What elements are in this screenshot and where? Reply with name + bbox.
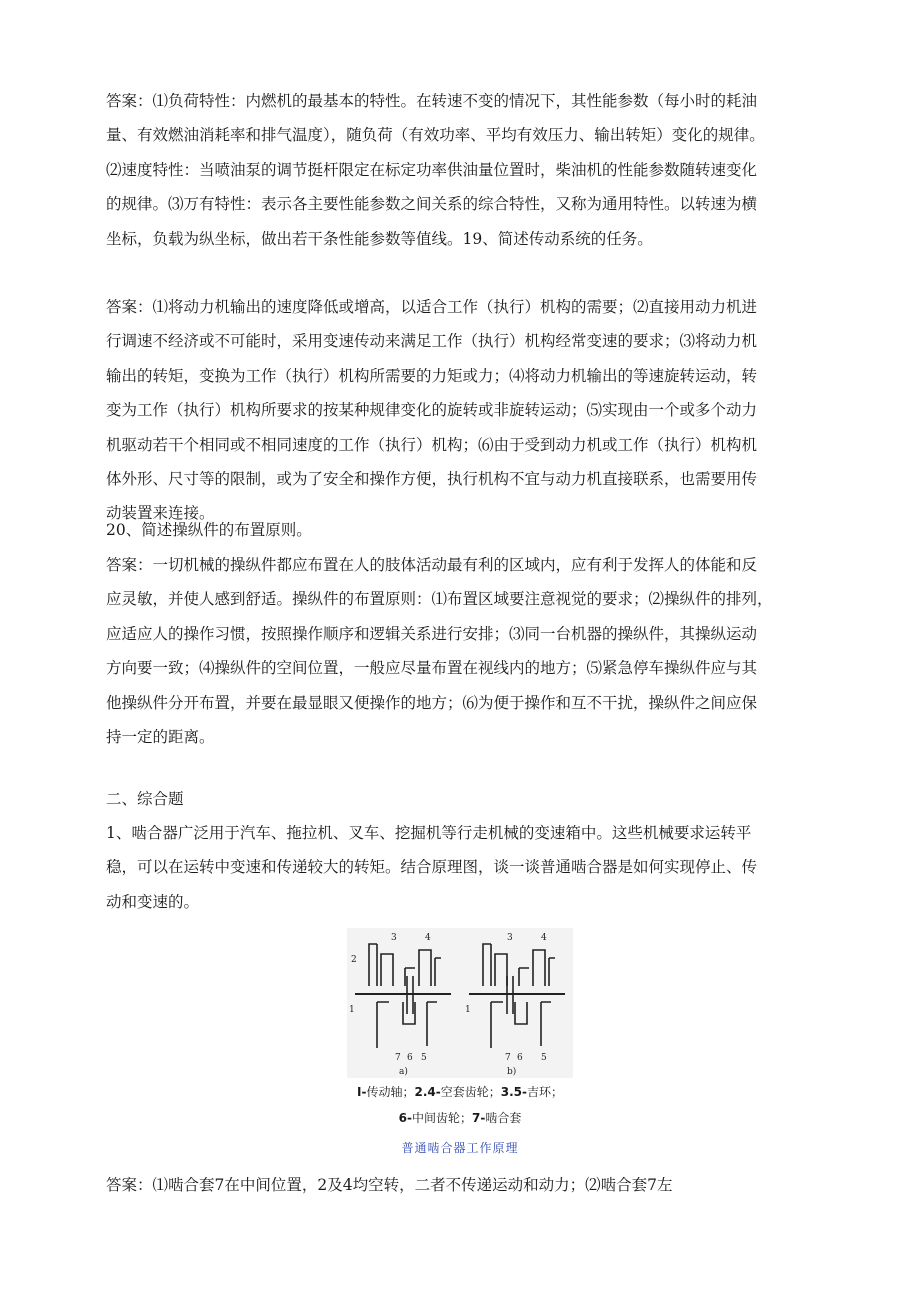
label: 7 [395, 1053, 401, 1063]
text-line: 1、啮合器广泛用于汽车、拖拉机、叉车、挖掘机等行走机械的变速箱中。这些机械要求运转平 [106, 824, 752, 842]
label: 5 [541, 1053, 547, 1063]
clutch-principle-figure [347, 928, 573, 1078]
text-line: 应灵敏，并使人感到舒适。操纵件的布置原则：⑴布置区域要注意视觉的要求；⑵操纵件的排列， [106, 590, 773, 609]
text-line: 输出的转矩，变换为工作（执行）机构所需要的力矩或力；⑷将动力机输出的等速旋转运动，转 [106, 366, 758, 385]
answer-transmission-tasks [106, 290, 818, 531]
section-heading: 二、综合题 [106, 790, 184, 808]
text-line: 他操纵件分开布置，并要在最显眼又便操作的地方；⑹为便于操作和互不干扰，操纵件之间应保 [106, 693, 758, 712]
caption-key: 3.5- [500, 1085, 527, 1099]
label: 4 [541, 933, 547, 943]
text-line: 坐标，负载为纵坐标，做出若干条性能参数等值线。19、简述传动系统的任务。 [106, 229, 653, 248]
label: a) [399, 1067, 408, 1077]
text-line: 的规律。⑶万有特性：表示各主要性能参数之间关系的综合特性，又称为通用特性。以转速为横 [106, 195, 758, 214]
clutch-diagram [347, 928, 573, 1078]
question-20 [106, 513, 818, 547]
caption-text: 中间齿轮； [411, 1111, 472, 1125]
text-line: 动和变速的。 [106, 892, 200, 911]
section-title [106, 782, 818, 816]
text-line: 答案：⑴负荷特性：内燃机的最基本的特性。在转速不变的情况下，其性能参数（每小时的耗油 [106, 92, 758, 110]
label: 4 [425, 933, 431, 943]
answer-control-layout [106, 548, 818, 754]
label: b) [507, 1067, 517, 1077]
text-line: 行调速不经济或不可能时，采用变速传动来满足工作（执行）机构经常变速的要求；⑶将动力机 [106, 332, 758, 351]
figure-caption-line-2 [0, 1106, 920, 1130]
label: 6 [517, 1053, 523, 1063]
caption-key: 2.4- [414, 1085, 441, 1099]
label: 6 [407, 1053, 413, 1063]
text-line: 变为工作（执行）机构所要求的按某种规律变化的旋转或非旋转运动；⑸实现由一个或多个动力 [106, 401, 758, 420]
caption-key: 6- [398, 1111, 412, 1125]
text-line: 答案：⑴啮合套7在中间位置，2及4均空转，二者不传递运动和动力；⑵啮合套7左 [106, 1176, 673, 1194]
text-line: ⑵速度特性：当喷油泵的调节挺杆限定在标定功率供油量位置时，柴油机的性能参数随转速变化 [106, 160, 758, 179]
question-1 [106, 816, 818, 919]
caption-key: 7- [472, 1111, 486, 1125]
label: 1 [465, 1005, 471, 1015]
text-line: 答案：⑴将动力机输出的速度降低或增高，以适合工作（执行）机构的需要；⑵直接用动力机进 [106, 298, 758, 316]
text-line: 持一定的距离。 [106, 728, 215, 747]
label: 2 [351, 955, 357, 965]
text-line: 应适应人的操作习惯，按照操作顺序和逻辑关系进行安排；⑶同一台机器的操纵件，其操纵运动 [106, 624, 758, 643]
label: 7 [505, 1053, 511, 1063]
answer-load-characteristics [106, 84, 818, 256]
caption-text: 吉环； [526, 1085, 563, 1099]
text-line: 体外形、尺寸等的限制，或为了安全和操作方便，执行机构不宜与动力机直接联系，也需要用传 [106, 470, 758, 489]
text-line: 稳，可以在运转中变速和传递较大的转矩。结合原理图，谈一谈普通啮合器是如何实现停止、传 [106, 858, 758, 877]
caption-key: I- [357, 1085, 367, 1099]
text-line: 量、有效燃油消耗率和排气温度），随负荷（有效功率、平均有效压力、输出转矩）变化的规律。 [106, 126, 765, 145]
figure-title: 普通啮合器工作原理 [401, 1141, 519, 1155]
text-line: 动装置来连接。 [106, 504, 215, 523]
label: 1 [349, 1005, 355, 1015]
label: 3 [507, 933, 513, 943]
question-text: 20、简述操纵件的布置原则。 [106, 521, 312, 539]
label: 5 [421, 1053, 427, 1063]
answer-clutch [106, 1168, 818, 1202]
text-line: 机驱动若干个相同或不相同速度的工作（执行）机构；⑹由于受到动力机或工作（执行）机构机 [106, 435, 758, 454]
text-line: 答案：一切机械的操纵件都应布置在人的肢体活动最有利的区域内，应有利于发挥人的体能和反 [106, 556, 758, 574]
text-line: 方向要一致；⑷操纵件的空间位置，一般应尽量布置在视线内的地方；⑸紧急停车操纵件应与其 [106, 659, 758, 678]
label: 3 [391, 933, 397, 943]
figure-caption-line-1 [0, 1080, 920, 1104]
caption-text: 传动轴； [366, 1085, 415, 1099]
caption-text: 空套齿轮； [440, 1085, 501, 1099]
caption-text: 啮合套 [485, 1111, 522, 1125]
